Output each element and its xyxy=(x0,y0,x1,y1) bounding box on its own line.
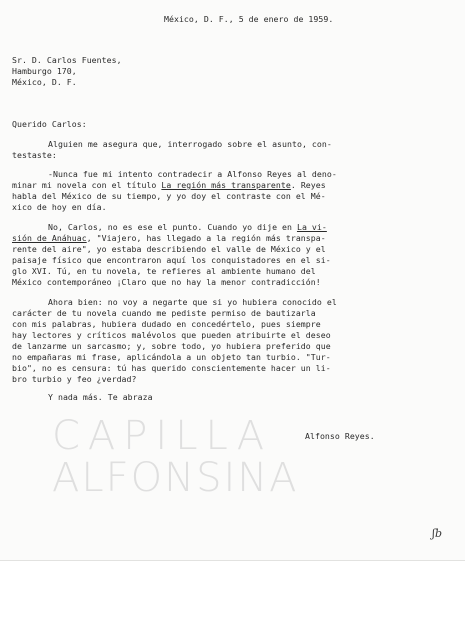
paragraph-2-line: habla del México de su tiempo, y yo doy el contraste con el Mé- xyxy=(12,191,326,201)
paragraph-3-line: México contemporáneo ¡Claro que no hay la menor contradicción! xyxy=(12,277,321,287)
letter-date: México, D. F., 5 de enero de 1959. xyxy=(164,14,334,24)
novel-title: La región más transparente xyxy=(161,180,291,190)
recipient-name: Sr. D. Carlos Fuentes, xyxy=(12,55,122,65)
paragraph-4-line: Ahora bien: no voy a negarte que si yo hubiera conocido el xyxy=(48,297,337,307)
paragraph-4-line: con mis palabras, hubiera dudado en concedértelo, pues siempre xyxy=(12,319,321,329)
paragraph-2-line: minar mi novela con el título La región más transparente. Reyes xyxy=(12,180,326,190)
paragraph-3-line: glo XVI. Tú, en tu novela, te refieres al ambiente humano del xyxy=(12,266,316,276)
paragraph-1-line: Alguien me asegura que, interrogado sobre el asunto, con- xyxy=(48,139,332,149)
paragraph-3-line: No, Carlos, no es ese el punto. Cuando yo dije en La vi- xyxy=(48,222,327,232)
paragraph-3-line: paisaje físico que encontraron aquí los conquistadores en el si- xyxy=(12,255,331,265)
watermark-line-2: ALFONSINA xyxy=(52,455,299,501)
paragraph-1-line: testaste: xyxy=(12,150,57,160)
paragraph-4-line: de lanzarme un sarcasmo; y, sobre todo, yo hubiera preferido que xyxy=(12,341,331,351)
paragraph-4-line: bio", no es censura: tú has querido conscientemente hacer un li- xyxy=(12,363,331,373)
book-title-part-1: La vi- xyxy=(296,222,327,232)
archive-watermark xyxy=(52,413,299,501)
recipient-street: Hamburgo 170, xyxy=(12,66,77,76)
paragraph-2-line: xico de hoy en día. xyxy=(12,202,107,212)
book-title-part-2: sión de Anáhuac xyxy=(12,233,87,243)
paragraph-3-line: sión de Anáhuac, "Viajero, has llegado a la región más transpa- xyxy=(12,233,326,243)
recipient-city: México, D. F. xyxy=(12,77,77,87)
paragraph-4-line: hay lectores y críticos malévolos que pueden atribuirte el deseo xyxy=(12,330,331,340)
salutation: Querido Carlos: xyxy=(12,119,87,129)
watermark-line-1: CAPILLA xyxy=(52,413,273,459)
typist-initials: ʃb xyxy=(432,527,443,540)
closing: Y nada más. Te abraza xyxy=(48,392,153,402)
paragraph-4-line: bro turbio y feo ¿verdad? xyxy=(12,374,137,384)
paragraph-3-line: rente del aire", yo estaba describiendo el valle de México y el xyxy=(12,244,326,254)
paragraph-4-line: no empañaras mi frase, aplicándola a un objeto tan turbio. "Tur- xyxy=(12,352,331,362)
paragraph-2-line: -Nunca fue mi intento contradecir a Alfonso Reyes al deno- xyxy=(48,169,337,179)
signature: Alfonso Reyes. xyxy=(305,431,375,441)
paragraph-4-line: carácter de tu novela cuando me pediste permiso de bautizarla xyxy=(12,308,316,318)
